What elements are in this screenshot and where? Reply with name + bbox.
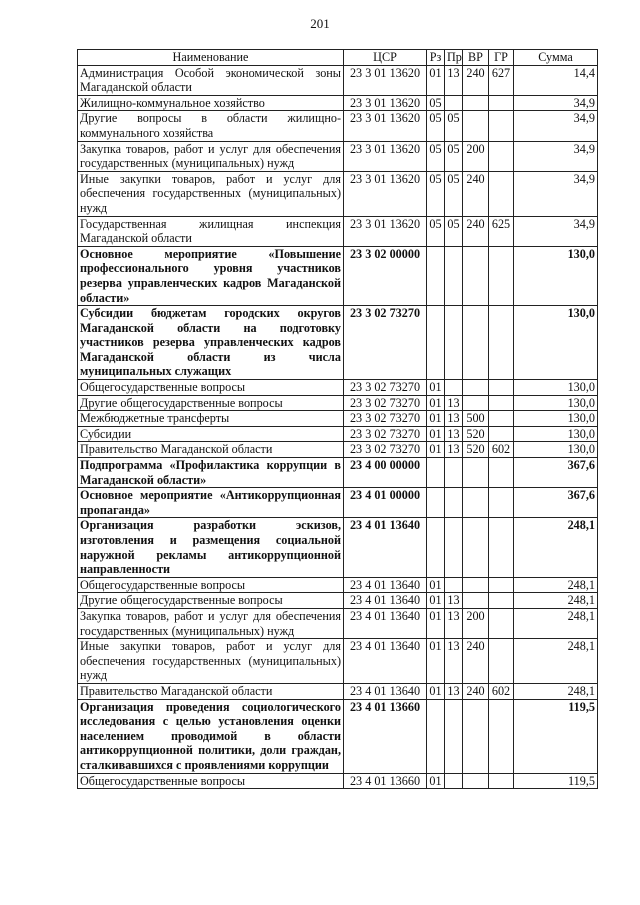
cell-csr: 23 3 01 13620 (344, 171, 427, 216)
cell-sum: 248,1 (514, 593, 598, 609)
table-row (78, 683, 598, 699)
table-row (78, 639, 598, 684)
cell-name: Другие общегосударственные вопросы (78, 395, 344, 411)
cell-gr (489, 246, 514, 305)
cell-vr (463, 518, 489, 577)
table-row (78, 216, 598, 246)
cell-csr: 23 4 01 13660 (344, 773, 427, 789)
cell-gr (489, 111, 514, 141)
cell-rz (427, 246, 445, 305)
cell-csr: 23 4 01 13640 (344, 518, 427, 577)
cell-vr: 240 (463, 65, 489, 95)
cell-gr (489, 306, 514, 380)
cell-name: Общегосударственные вопросы (78, 577, 344, 593)
cell-sum: 248,1 (514, 518, 598, 577)
cell-name: Общегосударственные вопросы (78, 380, 344, 396)
cell-sum: 34,9 (514, 95, 598, 111)
cell-pr: 13 (445, 442, 463, 458)
cell-gr (489, 395, 514, 411)
table-row (78, 699, 598, 773)
cell-sum: 34,9 (514, 141, 598, 171)
cell-rz: 05 (427, 95, 445, 111)
cell-csr: 23 4 01 13640 (344, 683, 427, 699)
cell-name: Правительство Магаданской области (78, 442, 344, 458)
cell-name: Закупка товаров, работ и услуг для обеспечения государственных (муниципальных) нужд (78, 141, 344, 171)
cell-pr (445, 306, 463, 380)
cell-name: Другие общегосударственные вопросы (78, 593, 344, 609)
cell-pr (445, 95, 463, 111)
cell-rz (427, 488, 445, 518)
cell-rz: 01 (427, 608, 445, 638)
cell-pr (445, 488, 463, 518)
cell-gr (489, 699, 514, 773)
table-row (78, 411, 598, 427)
cell-pr: 13 (445, 639, 463, 684)
cell-pr: 13 (445, 411, 463, 427)
cell-name: Государственная жилищная инспекция Магаданской области (78, 216, 344, 246)
cell-vr: 240 (463, 171, 489, 216)
cell-sum: 130,0 (514, 395, 598, 411)
cell-rz (427, 518, 445, 577)
cell-gr (489, 95, 514, 111)
budget-table (77, 49, 598, 789)
cell-sum: 367,6 (514, 488, 598, 518)
cell-rz: 01 (427, 442, 445, 458)
cell-rz: 01 (427, 380, 445, 396)
cell-rz: 05 (427, 111, 445, 141)
cell-name: Организация разработки эскизов, изготовления и размещения социальной наружной рекламы антикоррупционной направленности (78, 518, 344, 577)
cell-pr (445, 699, 463, 773)
cell-name: Другие вопросы в области жилищно-коммунального хозяйства (78, 111, 344, 141)
cell-vr (463, 488, 489, 518)
cell-rz: 01 (427, 65, 445, 95)
table-row (78, 773, 598, 789)
cell-gr (489, 518, 514, 577)
cell-name: Администрация Особой экономической зоны Магаданской области (78, 65, 344, 95)
cell-rz: 05 (427, 141, 445, 171)
cell-vr: 200 (463, 141, 489, 171)
cell-csr: 23 4 01 13640 (344, 593, 427, 609)
table-row (78, 488, 598, 518)
table-row (78, 246, 598, 305)
header-rz: Рз (427, 50, 445, 66)
cell-pr: 13 (445, 395, 463, 411)
cell-sum: 14,4 (514, 65, 598, 95)
table-row (78, 608, 598, 638)
table-row (78, 426, 598, 442)
cell-name: Субсидии бюджетам городских округов Магаданской области на подготовку участников резерва управленческих кадров Магаданской области из числа муниципальных служащих (78, 306, 344, 380)
table-row (78, 111, 598, 141)
cell-rz (427, 306, 445, 380)
cell-sum: 130,0 (514, 380, 598, 396)
cell-csr: 23 3 02 73270 (344, 306, 427, 380)
cell-name: Организация проведения социологического исследования с целью установления оценки населением проводимой в области антикоррупционной политики, доли граждан, сталкивавшихся с проявлениями коррупции (78, 699, 344, 773)
table-body (78, 65, 598, 789)
cell-sum: 130,0 (514, 411, 598, 427)
cell-gr (489, 488, 514, 518)
cell-csr: 23 4 01 13640 (344, 608, 427, 638)
cell-gr (489, 380, 514, 396)
cell-rz: 01 (427, 683, 445, 699)
cell-name: Правительство Магаданской области (78, 683, 344, 699)
cell-sum: 367,6 (514, 458, 598, 488)
cell-csr: 23 3 02 73270 (344, 411, 427, 427)
cell-vr (463, 458, 489, 488)
table-row (78, 141, 598, 171)
table-row (78, 395, 598, 411)
cell-pr: 13 (445, 426, 463, 442)
cell-pr: 05 (445, 141, 463, 171)
cell-rz: 01 (427, 411, 445, 427)
cell-pr: 13 (445, 65, 463, 95)
cell-vr: 240 (463, 639, 489, 684)
cell-csr: 23 4 01 13640 (344, 577, 427, 593)
cell-csr: 23 3 02 00000 (344, 246, 427, 305)
cell-vr (463, 577, 489, 593)
cell-rz: 01 (427, 639, 445, 684)
table-row (78, 306, 598, 380)
cell-vr (463, 593, 489, 609)
cell-csr: 23 4 01 13640 (344, 639, 427, 684)
cell-rz: 01 (427, 426, 445, 442)
cell-rz (427, 458, 445, 488)
header-pr: Пр (445, 50, 463, 66)
cell-sum: 119,5 (514, 773, 598, 789)
cell-csr: 23 3 02 73270 (344, 395, 427, 411)
cell-vr: 240 (463, 683, 489, 699)
cell-name: Подпрограмма «Профилактика коррупции в Магаданской области» (78, 458, 344, 488)
cell-csr: 23 3 02 73270 (344, 442, 427, 458)
cell-csr: 23 4 01 13660 (344, 699, 427, 773)
cell-csr: 23 4 00 00000 (344, 458, 427, 488)
cell-csr: 23 4 01 00000 (344, 488, 427, 518)
table-row (78, 171, 598, 216)
cell-sum: 248,1 (514, 577, 598, 593)
cell-name: Иные закупки товаров, работ и услуг для обеспечения государственных (муниципальных) нужд (78, 639, 344, 684)
cell-pr (445, 518, 463, 577)
page-number: 201 (310, 16, 330, 31)
cell-gr (489, 608, 514, 638)
header-csr: ЦСР (344, 50, 427, 66)
cell-gr: 602 (489, 442, 514, 458)
cell-name: Общегосударственные вопросы (78, 773, 344, 789)
cell-vr (463, 395, 489, 411)
cell-sum: 34,9 (514, 216, 598, 246)
cell-rz: 01 (427, 395, 445, 411)
cell-sum: 130,0 (514, 442, 598, 458)
cell-vr (463, 699, 489, 773)
cell-gr: 602 (489, 683, 514, 699)
cell-sum: 119,5 (514, 699, 598, 773)
cell-name: Основное мероприятие «Антикоррупционная пропаганда» (78, 488, 344, 518)
cell-gr (489, 577, 514, 593)
table-row (78, 518, 598, 577)
cell-csr: 23 3 01 13620 (344, 111, 427, 141)
cell-pr: 13 (445, 683, 463, 699)
cell-vr: 500 (463, 411, 489, 427)
cell-sum: 248,1 (514, 608, 598, 638)
cell-pr (445, 577, 463, 593)
cell-name: Закупка товаров, работ и услуг для обеспечения государственных (муниципальных) нужд (78, 608, 344, 638)
cell-sum: 130,0 (514, 426, 598, 442)
cell-sum: 34,9 (514, 111, 598, 141)
cell-sum: 130,0 (514, 306, 598, 380)
cell-gr (489, 639, 514, 684)
cell-vr (463, 95, 489, 111)
cell-gr (489, 593, 514, 609)
cell-rz: 05 (427, 216, 445, 246)
table-row (78, 593, 598, 609)
header-gr: ГР (489, 50, 514, 66)
cell-pr: 13 (445, 593, 463, 609)
cell-name: Иные закупки товаров, работ и услуг для обеспечения государственных (муниципальных) нужд (78, 171, 344, 216)
cell-pr: 05 (445, 216, 463, 246)
cell-gr (489, 426, 514, 442)
cell-gr (489, 171, 514, 216)
cell-rz: 01 (427, 593, 445, 609)
header-vr: ВР (463, 50, 489, 66)
cell-csr: 23 3 01 13620 (344, 216, 427, 246)
cell-pr (445, 380, 463, 396)
cell-vr (463, 246, 489, 305)
table-row (78, 577, 598, 593)
cell-gr (489, 458, 514, 488)
cell-vr: 520 (463, 442, 489, 458)
cell-vr: 240 (463, 216, 489, 246)
table-row (78, 380, 598, 396)
cell-csr: 23 3 02 73270 (344, 380, 427, 396)
cell-sum: 248,1 (514, 683, 598, 699)
cell-pr: 13 (445, 608, 463, 638)
table-row (78, 442, 598, 458)
cell-sum: 248,1 (514, 639, 598, 684)
cell-name: Жилищно-коммунальное хозяйство (78, 95, 344, 111)
header-name: Наименование (78, 50, 344, 66)
cell-pr: 05 (445, 111, 463, 141)
cell-vr: 520 (463, 426, 489, 442)
cell-pr (445, 458, 463, 488)
header-sum: Сумма (514, 50, 598, 66)
cell-gr: 625 (489, 216, 514, 246)
cell-gr (489, 411, 514, 427)
cell-rz: 01 (427, 773, 445, 789)
cell-sum: 130,0 (514, 246, 598, 305)
cell-vr: 200 (463, 608, 489, 638)
cell-vr (463, 773, 489, 789)
cell-rz (427, 699, 445, 773)
cell-csr: 23 3 01 13620 (344, 95, 427, 111)
cell-vr (463, 380, 489, 396)
cell-vr (463, 306, 489, 380)
cell-pr (445, 773, 463, 789)
cell-name: Основное мероприятие «Повышение профессионального уровня участников резерва управленческих кадров Магаданской области» (78, 246, 344, 305)
cell-rz: 05 (427, 171, 445, 216)
cell-gr (489, 141, 514, 171)
cell-pr: 05 (445, 171, 463, 216)
cell-gr: 627 (489, 65, 514, 95)
cell-csr: 23 3 01 13620 (344, 141, 427, 171)
cell-sum: 34,9 (514, 171, 598, 216)
table-row (78, 65, 598, 95)
table-row (78, 458, 598, 488)
cell-gr (489, 773, 514, 789)
cell-pr (445, 246, 463, 305)
cell-name: Межбюджетные трансферты (78, 411, 344, 427)
cell-vr (463, 111, 489, 141)
cell-rz: 01 (427, 577, 445, 593)
table-header-row (78, 50, 598, 66)
cell-csr: 23 3 02 73270 (344, 426, 427, 442)
cell-name: Субсидии (78, 426, 344, 442)
cell-csr: 23 3 01 13620 (344, 65, 427, 95)
table-row (78, 95, 598, 111)
